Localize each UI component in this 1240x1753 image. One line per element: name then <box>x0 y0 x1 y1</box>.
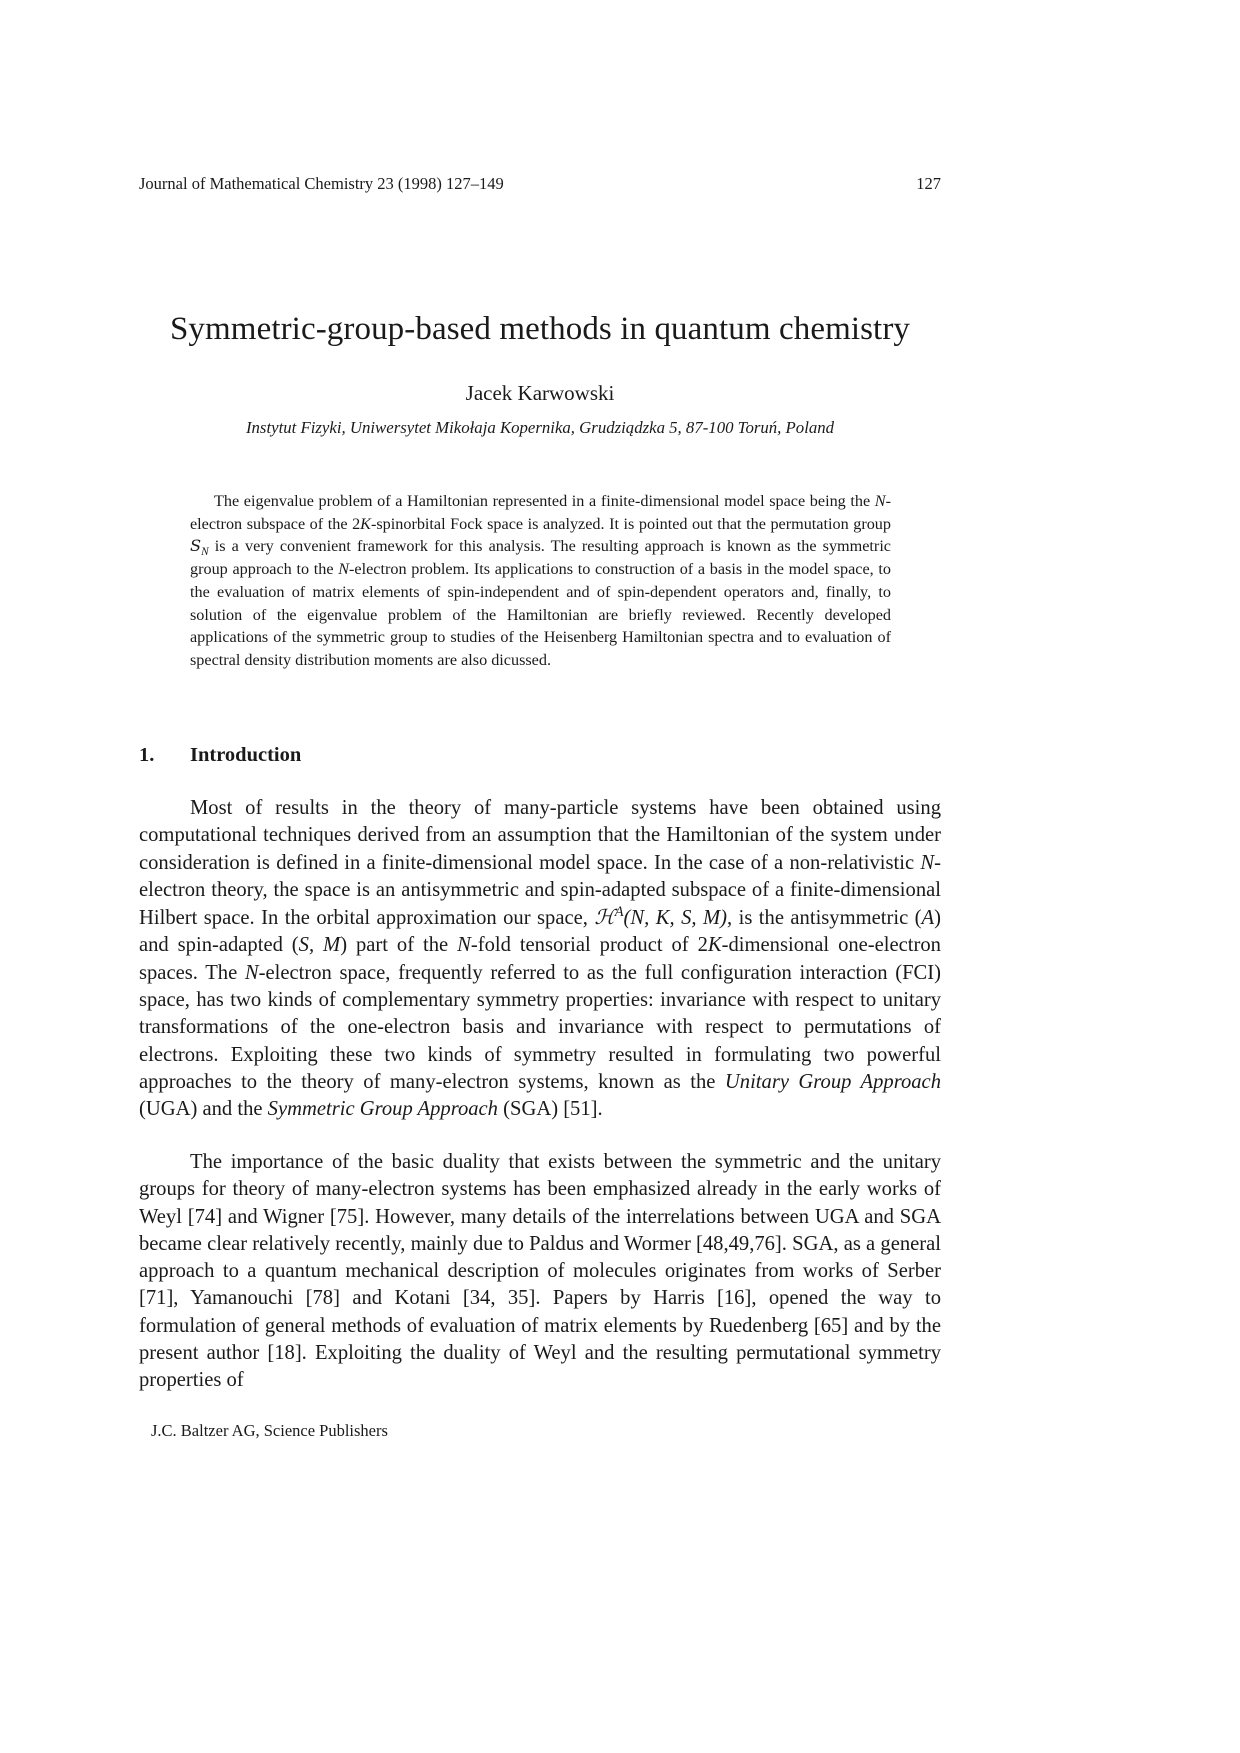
body-paragraph: The importance of the basic duality that exists between the symmetric and the unitary groups for theory of many-electron systems has been emphasized already in the early works of Weyl [74] and Wigner [75]. However, many details of the interrelations between UGA and SGA became clear relatively recently, mainly due to Paldus and Wormer [48,49,76]. SGA, as a general approach to a quantum mechanical description of molecules originates from works of Serber [71], Yamanouchi [78] and Kotani [34, 35]. Papers by Harris [16], opened the way to formulation of general methods of evaluation of matrix elements by Ruedenberg [65] and by the present author [18]. Exploiting the duality of Weyl and the resulting permutational symmetry properties of <box>139 1151 941 1392</box>
author-name: Jacek Karwowski <box>465 381 615 405</box>
publisher-footer: J.C. Baltzer AG, Science Publishers <box>151 1421 388 1440</box>
author-affiliation: Instytut Fizyki, Uniwersytet Mikołaja Kopernika, Grudziądzka 5, 87-100 Toruń, Poland <box>245 418 835 437</box>
section-heading <box>139 742 301 768</box>
section-title: Introduction <box>190 744 302 766</box>
section-number: 1. <box>139 744 155 766</box>
abstract: The eigenvalue problem of a Hamiltonian represented in a finite-dimensional model space being the N-electron subspace of the 2K-spinorbital Fock space is analyzed. It is pointed out that the permutation group $S_N$ is a very convenient framework for this analysis. The resulting approach is known as the symmetric group approach to the N-electron problem. Its applications to construction of a basis in the model space, to the evaluation of matrix elements of spin-independent and of spin-dependent operators and, finally, to solution of the eigenvalue problem of the Hamiltonian are briefly reviewed. Recently developed applications of the symmetric group to studies of the Heisenberg Hamiltonian spectra and to evaluation of spectral density distribution moments are also dicussed. <box>190 492 891 669</box>
running-header <box>139 174 941 194</box>
page-number: 127 <box>916 174 941 193</box>
body-paragraph: Most of results in the theory of many-particle systems have been obtained using computational techniques derived from an assumption that the Hamiltonian of the system under consideration is defined in a finite-dimensional model space. In the case of a non-relativistic N-electron theory, the space is an antisymmetric and spin-adapted subspace of a finite-dimensional Hilbert space. In the orbital approximation our space, ℋ$^A$(N, K, S, M), is the antisymmetric (A) and spin-adapted (S, M) part of the N-fold tensorial product of 2K-dimensional one-electron spaces. The N-electron space, frequently referred to as the full configuration interaction (FCI) space, has two kinds of complementary symmetry properties: invariance with respect to unitary transformations of the one-electron basis and invariance with respect to permutations of electrons. Exploiting these two kinds of symmetry resulted in formulating two powerful approaches to the theory of many-electron systems, known as the Unitary Group Approach (UGA) and the Symmetric Group Approach (SGA) [51]. <box>139 797 941 1121</box>
journal-citation: Journal of Mathematical Chemistry 23 (1998) 127–149 <box>139 174 504 193</box>
paper-title: Symmetric-group-based methods in quantum chemistry <box>169 311 911 347</box>
